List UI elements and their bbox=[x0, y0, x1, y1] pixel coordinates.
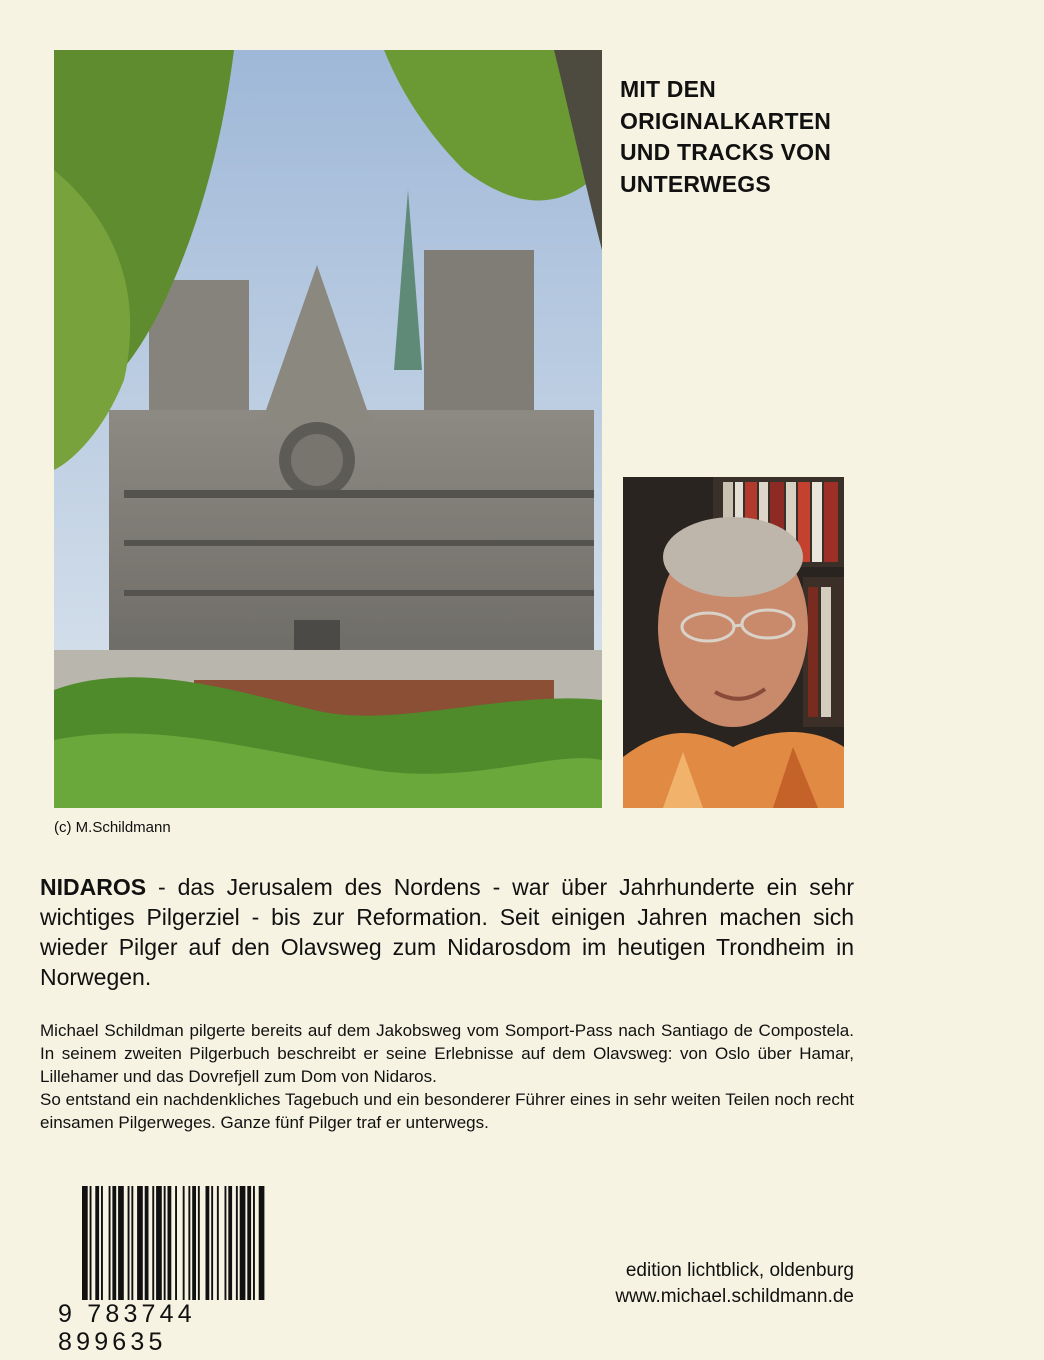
barcode-bar bbox=[101, 1186, 103, 1304]
barcode-bar bbox=[82, 1186, 88, 1304]
barcode-bar bbox=[112, 1186, 116, 1304]
intro-text: - das Jerusalem des Nordens - war über Jahrhunderte ein sehr wichtiges Pilgerziel - bis zur Reformation. Seit einigen Jahren machen sich wieder Pilger auf den Olavsweg zum Nidarosdom im heutigen Trondheim in Norwegen. bbox=[40, 874, 854, 990]
isbn-number: 9 783744 899635 bbox=[58, 1300, 298, 1356]
barcode-bar bbox=[188, 1186, 190, 1304]
barcode-bar bbox=[168, 1186, 172, 1304]
publisher-name: edition lichtblick, oldenburg bbox=[625, 1260, 854, 1281]
barcode-bar bbox=[183, 1186, 185, 1304]
barcode-bar bbox=[131, 1186, 133, 1304]
body-text bbox=[40, 1019, 854, 1134]
barcode-bar bbox=[164, 1186, 166, 1304]
barcode-bar bbox=[95, 1186, 99, 1304]
barcode-bar bbox=[90, 1186, 92, 1304]
barcode-bar bbox=[175, 1186, 177, 1304]
headline-line-4: UNTERWEGS bbox=[620, 170, 771, 197]
barcode-bar bbox=[211, 1186, 213, 1304]
body-paragraph-2: So entstand ein nachdenkliches Tagebuch und ein besonderer Führer eines in sehr weiten Teilen noch recht einsamen Pilgerweges. Ganze fünf Pilger traf er unterwegs. bbox=[40, 1090, 854, 1132]
website-link[interactable]: www.michael.schildmann.de bbox=[615, 1286, 854, 1307]
imprint bbox=[615, 1258, 854, 1310]
headline-line-3: UND TRACKS VON bbox=[620, 139, 832, 165]
barcode-bar bbox=[145, 1186, 149, 1304]
intro-lead: NIDAROS bbox=[40, 874, 147, 900]
cathedral-photo bbox=[54, 50, 602, 808]
barcode-bar bbox=[236, 1186, 238, 1304]
barcode-bar bbox=[198, 1186, 200, 1304]
barcode-bar bbox=[192, 1186, 196, 1304]
barcode-bar bbox=[225, 1186, 227, 1304]
body-paragraph-1: Michael Schildman pilgerte bereits auf dem Jakobsweg vom Somport-Pass nach Santiago de Compostela. In seinem zweiten Pilgerbuch beschreibt er seine Erlebnisse auf dem Olavsweg: von Oslo über Hamar, Lillehamer und das Dovrefjell zum Dom von Nidaros. bbox=[40, 1021, 854, 1086]
barcode-bar bbox=[128, 1186, 130, 1304]
barcode-bar bbox=[240, 1186, 246, 1304]
barcode-bar bbox=[206, 1186, 210, 1304]
barcode-bar bbox=[247, 1186, 251, 1304]
barcode-bar bbox=[152, 1186, 154, 1304]
intro-paragraph bbox=[40, 872, 854, 992]
barcode-bar bbox=[118, 1186, 124, 1304]
headline-line-1: MIT DEN bbox=[620, 76, 716, 102]
barcode-bar bbox=[228, 1186, 232, 1304]
barcode-bar bbox=[259, 1186, 265, 1304]
photo-credit: (c) M.Schildmann bbox=[54, 819, 171, 836]
headline bbox=[620, 74, 1030, 200]
headline-line-2: ORIGINALKARTEN bbox=[620, 107, 832, 134]
barcode-bar bbox=[253, 1186, 255, 1304]
barcode-bar bbox=[217, 1186, 219, 1304]
barcode-bar bbox=[137, 1186, 143, 1304]
author-photo bbox=[623, 477, 844, 808]
barcode-bar bbox=[109, 1186, 111, 1304]
barcode-bar bbox=[156, 1186, 162, 1304]
